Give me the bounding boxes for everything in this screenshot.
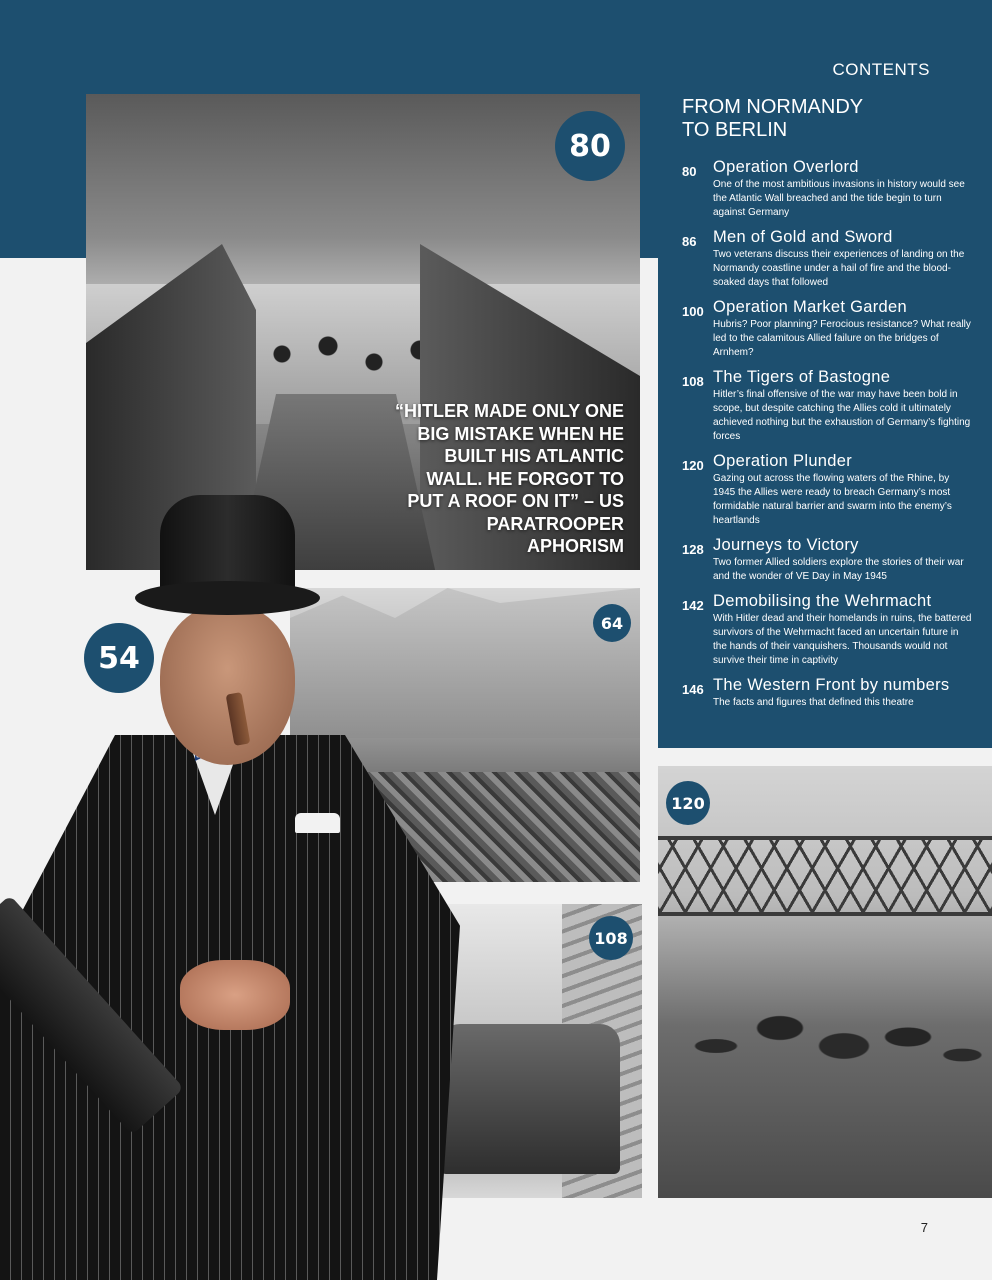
toc-title: Demobilising the Wehrmacht — [713, 592, 932, 610]
toc-description: With Hitler dead and their homelands in ruins, the battered survivors of the Wehrmacht faced an uncertain future in the hands of their vanquishers. Thousands would not survive their time in captivity — [713, 613, 972, 666]
pocket-square — [295, 813, 340, 833]
page-badge-normandy: 80 — [555, 111, 625, 181]
toc-description: Two veterans discuss their experiences of landing on the Normandy coastline under a hail of fire and the blood-soaked days that followed — [713, 249, 965, 288]
toc-title: The Western Front by numbers — [713, 676, 950, 694]
toc-description: Hitler’s final offensive of the war may have been bold in scope, but despite catching the Allies cold it ultimately achieved nothing but the exhaustion of Germany’s fighting forces — [713, 389, 971, 442]
section-title-line: FROM NORMANDY — [682, 96, 864, 118]
collapsed-bridge — [658, 836, 992, 916]
toc-title: Operation Market Garden — [713, 298, 907, 316]
tank — [440, 1024, 620, 1174]
toc-page-number: 80 — [682, 164, 697, 179]
section-title-line: TO BERLIN — [682, 119, 788, 141]
toc-entry[interactable] — [682, 678, 972, 710]
toc-page-number: 86 — [682, 234, 697, 249]
toc-page-number: 128 — [682, 542, 704, 557]
toc-title: The Tigers of Bastogne — [713, 368, 891, 386]
toc-entry[interactable] — [682, 538, 972, 584]
toc-page-number: 108 — [682, 374, 704, 389]
toc-description: Two former Allied soldiers explore the stories of their war and the wonder of VE Day in May 1945 — [713, 557, 964, 582]
toc-entry[interactable] — [682, 370, 972, 444]
section-label: CONTENTS — [832, 60, 930, 79]
toc-description: Gazing out across the flowing waters of the Rhine, by 1945 the Allies were ready to breach Germany’s most formidable natural barrier and swarm into the enemy’s heartlands — [713, 473, 952, 526]
table-of-contents — [682, 160, 972, 720]
toc-page-number: 100 — [682, 304, 704, 319]
section-title — [682, 96, 962, 142]
page-badge-rhine: 120 — [666, 781, 710, 825]
toc-entry[interactable] — [682, 594, 972, 668]
page-badge-italy: 64 — [593, 604, 631, 642]
toc-page-number: 120 — [682, 458, 704, 473]
toc-title: Operation Overlord — [713, 158, 859, 176]
soldiers-group — [668, 956, 988, 1136]
toc-description: The facts and figures that defined this theatre — [713, 697, 914, 708]
face — [160, 605, 295, 765]
toc-entry[interactable] — [682, 300, 972, 360]
toc-entry[interactable] — [682, 230, 972, 290]
page-badge-churchill: 54 — [84, 623, 154, 693]
top-hat — [135, 495, 320, 615]
toc-title: Operation Plunder — [713, 452, 853, 470]
toc-description: Hubris? Poor planning? Ferocious resistance? What really led to the calamitous Allied failure on the bridges of Arnhem? — [713, 319, 971, 358]
page-number: 7 — [920, 1220, 928, 1235]
page-badge-ardennes: 108 — [589, 916, 633, 960]
toc-page-number: 142 — [682, 598, 704, 613]
toc-entry[interactable] — [682, 160, 972, 220]
toc-title: Men of Gold and Sword — [713, 228, 893, 246]
toc-description: One of the most ambitious invasions in history would see the Atlantic Wall breached and the tide begin to turn against Germany — [713, 179, 965, 218]
toc-title: Journeys to Victory — [713, 536, 859, 554]
hand — [180, 960, 290, 1030]
churchill-cutout — [0, 495, 460, 1280]
toc-entry[interactable] — [682, 454, 972, 528]
pull-quote: “HITLER MADE ONLY ONE BIG MISTAKE WHEN HE BUILT HIS ATLANTIC WALL. HE FORGOT TO PUT A ROOF ON IT” – US PARATROOPER APHORISM — [394, 401, 624, 556]
toc-page-number: 146 — [682, 682, 704, 697]
rhine-crossing-photo — [658, 766, 992, 1198]
